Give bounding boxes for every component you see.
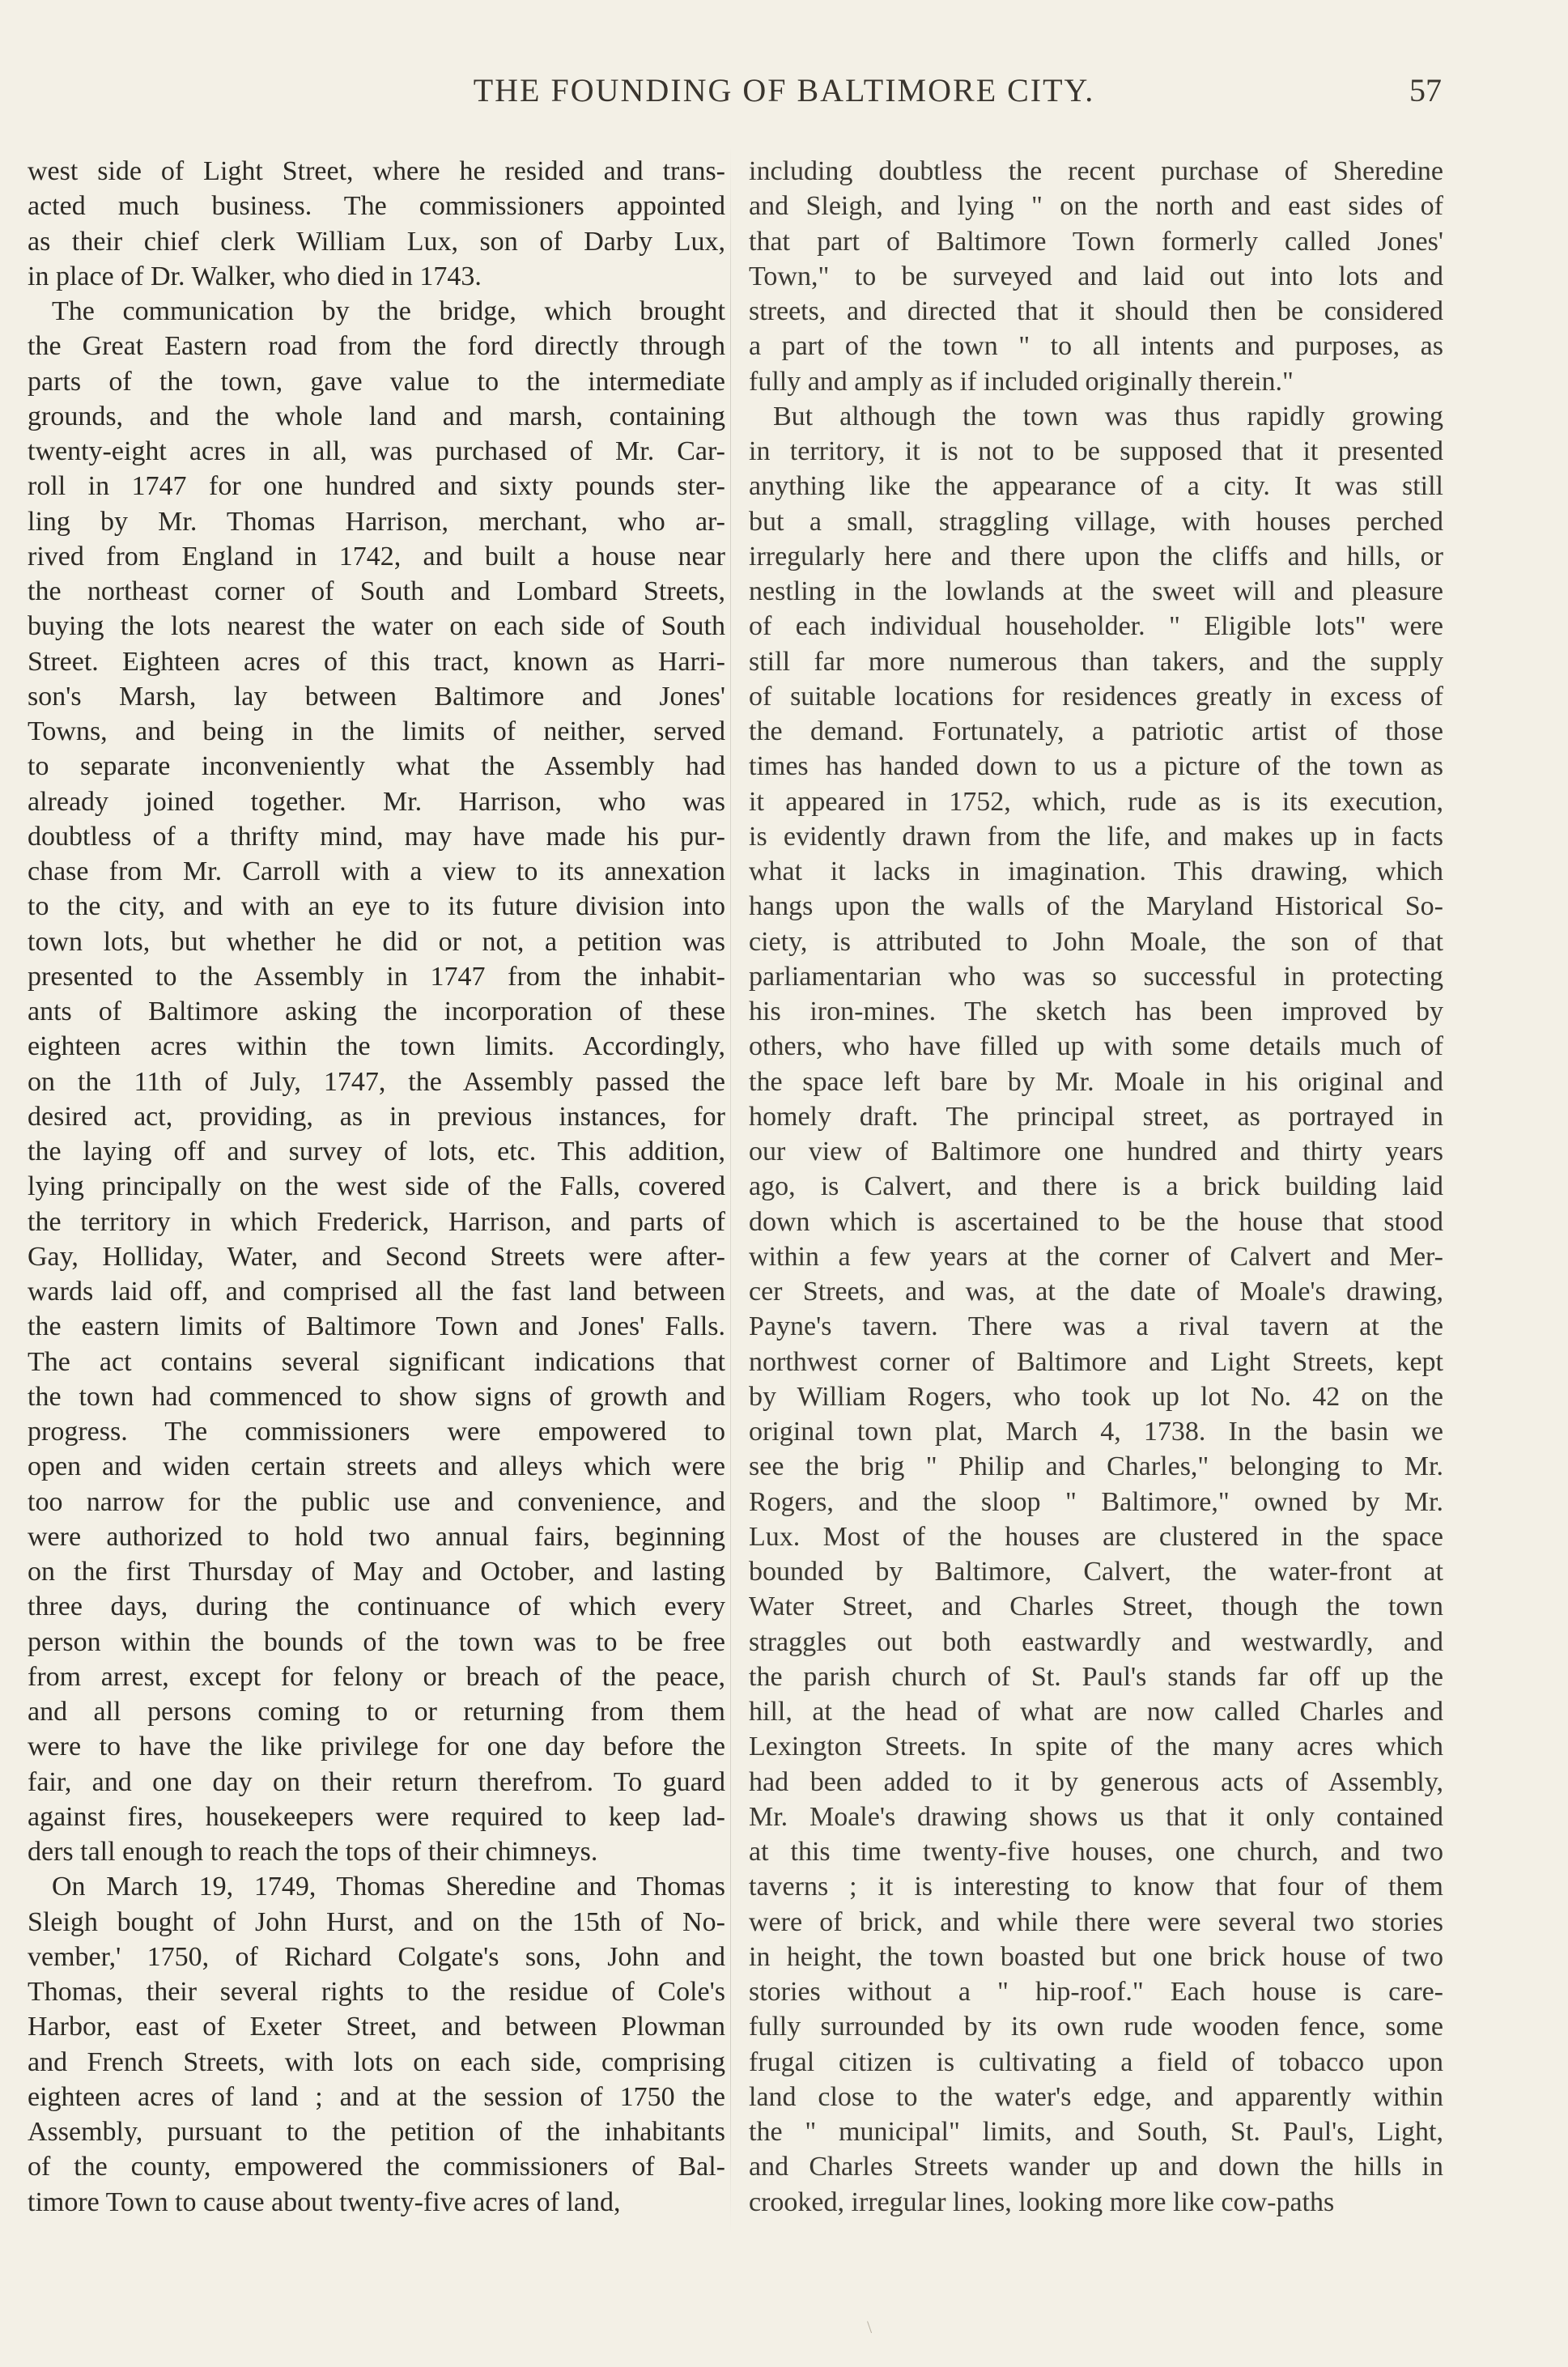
text-line: from arrest, except for felony or breach of the peace,	[28, 1661, 725, 1692]
text-line: irregularly here and there upon the cliffs and hills, or	[749, 541, 1443, 572]
text-line: progress. The commissioners were empowered to	[28, 1417, 725, 1447]
text-line: to the city, and with an eye to its future division into	[28, 891, 725, 922]
text-line: parliamentarian who was so successful in protecting	[749, 961, 1443, 992]
text-line: straggles out both eastwardly and westwardly, and	[749, 1626, 1443, 1657]
text-line: of suitable locations for residences greatly in excess of	[749, 681, 1443, 712]
stray-mark: \	[867, 2317, 873, 2337]
text-line: person within the bounds of the town was to be free	[28, 1626, 725, 1657]
text-line: taverns ; it is interesting to know that four of them	[749, 1872, 1443, 1902]
text-line: ciety, is attributed to John Moale, the son of that	[749, 926, 1443, 957]
text-line: open and widen certain streets and alleys which were	[28, 1451, 725, 1482]
text-line: see the brig " Philip and Charles," belonging to Mr.	[749, 1451, 1443, 1482]
text-line: eighteen acres of land ; and at the session of 1750 the	[28, 2081, 725, 2112]
text-line: it appeared in 1752, which, rude as is its execution,	[749, 786, 1443, 817]
text-line: but a small, straggling village, with houses perched	[749, 506, 1443, 537]
column-divider	[730, 146, 731, 2234]
text-line: Gay, Holliday, Water, and Second Streets were after-	[28, 1241, 725, 1272]
text-line: ago, is Calvert, and there is a brick building laid	[749, 1171, 1443, 1202]
text-line: including doubtless the recent purchase of Sheredine	[749, 156, 1443, 186]
right-text-column	[749, 154, 1443, 2220]
text-line: others, who have filled up with some details much of	[749, 1031, 1443, 1062]
text-line: northwest corner of Baltimore and Light Streets, kept	[749, 1346, 1443, 1377]
text-line: the town had commenced to show signs of growth and	[28, 1381, 725, 1412]
text-line: streets, and directed that it should then be considered	[749, 296, 1443, 326]
text-line: bounded by Baltimore, Calvert, the water-front at	[749, 1557, 1443, 1587]
text-line: The communication by the bridge, which brought	[52, 296, 725, 326]
text-line: to separate inconveniently what the Assembly had	[28, 751, 725, 782]
text-line: by William Rogers, who took up lot No. 42 on the	[749, 1381, 1443, 1412]
text-line: Lexington Streets. In spite of the many acres which	[749, 1732, 1443, 1762]
text-line: acted much business. The commissioners appointed	[28, 191, 725, 222]
text-line: Street. Eighteen acres of this tract, known as Harri-	[28, 646, 725, 677]
text-line: on the 11th of July, 1747, the Assembly passed the	[28, 1066, 725, 1097]
text-line: the northeast corner of South and Lombard Streets,	[28, 576, 725, 606]
text-line: west side of Light Street, where he resided and trans-	[28, 156, 725, 186]
text-line: had been added to it by generous acts of Assembly,	[749, 1766, 1443, 1797]
text-line: desired act, providing, as in previous instances, for	[28, 1101, 725, 1132]
text-line: is evidently drawn from the life, and makes up in facts	[749, 821, 1443, 852]
text-line: the space left bare by Mr. Moale in his original and	[749, 1066, 1443, 1097]
text-line: the parish church of St. Paul's stands far off up the	[749, 1661, 1443, 1692]
text-line: Sleigh bought of John Hurst, and on the 15th of No-	[28, 1906, 725, 1937]
text-line: the laying off and survey of lots, etc. This addition,	[28, 1137, 725, 1167]
text-line: parts of the town, gave value to the intermediate	[28, 366, 725, 397]
text-line: wards laid off, and comprised all the fast land between	[28, 1277, 725, 1307]
running-title: THE FOUNDING OF BALTIMORE CITY.	[473, 72, 1095, 108]
left-text-column	[28, 154, 725, 2220]
text-line: the Great Eastern road from the ford directly through	[28, 331, 725, 362]
text-line: doubtless of a thrifty mind, may have made his pur-	[28, 821, 725, 852]
text-line: of each individual householder. " Eligible lots" were	[749, 611, 1443, 642]
text-line: ling by Mr. Thomas Harrison, merchant, who ar-	[28, 506, 725, 537]
text-line: the demand. Fortunately, a patriotic artist of those	[749, 716, 1443, 746]
text-line: town lots, but whether he did or not, a petition was	[28, 926, 725, 957]
running-head	[0, 71, 1568, 120]
text-line: against fires, housekeepers were required to keep lad-	[28, 1801, 725, 1832]
text-line: stories without a " hip-roof." Each house is care-	[749, 1977, 1443, 2007]
text-line: Water Street, and Charles Street, though the town	[749, 1591, 1443, 1622]
text-line: that part of Baltimore Town formerly called Jones'	[749, 226, 1443, 257]
text-line: Town," to be surveyed and laid out into lots and	[749, 261, 1443, 291]
text-line: presented to the Assembly in 1747 from the inhabit-	[28, 961, 725, 992]
text-line: within a few years at the corner of Calvert and Mer-	[749, 1241, 1443, 1272]
text-line: Thomas, their several rights to the residue of Cole's	[28, 1977, 725, 2007]
text-line: our view of Baltimore one hundred and thirty years	[749, 1137, 1443, 1167]
text-line: ants of Baltimore asking the incorporation of these	[28, 997, 725, 1026]
text-line: son's Marsh, lay between Baltimore and Jones'	[28, 681, 725, 712]
text-line: were authorized to hold two annual fairs, beginning	[28, 1521, 725, 1552]
text-line: eighteen acres within the town limits. Accordingly,	[28, 1031, 725, 1062]
text-line: on the first Thursday of May and October, and lasting	[28, 1557, 725, 1587]
text-line: and French Streets, with lots on each side, comprising	[28, 2046, 725, 2077]
text-line: and Charles Streets wander up and down the hills in	[749, 2152, 1443, 2182]
text-line: down which is ascertained to be the house that stood	[749, 1206, 1443, 1237]
text-line: of the county, empowered the commissioners of Bal-	[28, 2152, 725, 2182]
text-line: in place of Dr. Walker, who died in 1743.	[28, 261, 482, 291]
text-line: Towns, and being in the limits of neither, served	[28, 716, 725, 746]
text-line: Lux. Most of the houses are clustered in the space	[749, 1521, 1443, 1552]
text-line: The act contains several significant indications that	[28, 1346, 725, 1377]
text-line: Payne's tavern. There was a rival tavern at the	[749, 1311, 1443, 1342]
text-line: ders tall enough to reach the tops of their chimneys.	[28, 1837, 598, 1867]
text-line: nestling in the lowlands at the sweet will and pleasure	[749, 576, 1443, 606]
text-line: three days, during the continuance of which every	[28, 1591, 725, 1622]
text-line: the eastern limits of Baltimore Town and Jones' Falls.	[28, 1311, 725, 1342]
text-line: hangs upon the walls of the Maryland Historical So-	[749, 891, 1443, 922]
text-line: hill, at the head of what are now called Charles and	[749, 1697, 1443, 1727]
text-line: times has handed down to us a picture of the town as	[749, 751, 1443, 782]
text-line: in height, the town boasted but one brick house of two	[749, 1941, 1443, 1972]
text-line: buying the lots nearest the water on each side of South	[28, 611, 725, 642]
text-line: homely draft. The principal street, as portrayed in	[749, 1101, 1443, 1132]
text-line: the territory in which Frederick, Harrison, and parts of	[28, 1206, 725, 1237]
text-line: chase from Mr. Carroll with a view to its annexation	[28, 856, 725, 886]
text-line: what it lacks in imagination. This drawing, which	[749, 856, 1443, 886]
page-number: 57	[1409, 72, 1442, 108]
text-line: anything like the appearance of a city. It was still	[749, 471, 1443, 502]
text-line: too narrow for the public use and convenience, and	[28, 1486, 725, 1517]
text-line: Rogers, and the sloop " Baltimore," owned by Mr.	[749, 1486, 1443, 1517]
text-line: already joined together. Mr. Harrison, who was	[28, 786, 725, 817]
text-line: the " municipal" limits, and South, St. Paul's, Light,	[749, 2117, 1443, 2147]
text-line: were of brick, and while there were several two stories	[749, 1906, 1443, 1937]
text-line: were to have the like privilege for one day before the	[28, 1732, 725, 1762]
text-line: land close to the water's edge, and apparently within	[749, 2081, 1443, 2112]
text-line: timore Town to cause about twenty-five acres of land,	[28, 2186, 621, 2217]
text-line: cer Streets, and was, at the date of Moale's drawing,	[749, 1277, 1443, 1307]
text-line: Assembly, pursuant to the petition of the inhabitants	[28, 2117, 725, 2147]
text-line: Mr. Moale's drawing shows us that it only contained	[749, 1801, 1443, 1832]
text-line: as their chief clerk William Lux, son of Darby Lux,	[28, 226, 725, 257]
text-line: vember,' 1750, of Richard Colgate's sons, John and	[28, 1941, 725, 1972]
text-line: and Sleigh, and lying " on the north and east sides of	[749, 191, 1443, 222]
text-line: crooked, irregular lines, looking more like cow-paths	[749, 2186, 1335, 2217]
text-line: frugal citizen is cultivating a field of tobacco upon	[749, 2046, 1443, 2077]
text-line: his iron-mines. The sketch has been improved by	[749, 997, 1443, 1026]
text-line: But although the town was thus rapidly growing	[773, 401, 1443, 431]
text-line: in territory, it is not to be supposed that it presented	[749, 436, 1443, 466]
text-line: at this time twenty-five houses, one church, and two	[749, 1837, 1443, 1867]
text-line: still far more numerous than takers, and the supply	[749, 646, 1443, 677]
text-line: a part of the town " to all intents and purposes, as	[749, 331, 1443, 362]
text-line: original town plat, March 4, 1738. In the basin we	[749, 1417, 1443, 1447]
text-line: lying principally on the west side of the Falls, covered	[28, 1171, 725, 1202]
text-line: fully surrounded by its own rude wooden fence, some	[749, 2012, 1443, 2042]
text-line: fair, and one day on their return therefrom. To guard	[28, 1766, 725, 1797]
text-line: rived from England in 1742, and built a house near	[28, 541, 725, 572]
text-line: twenty-eight acres in all, was purchased of Mr. Car-	[28, 436, 725, 466]
text-line: grounds, and the whole land and marsh, containing	[28, 401, 725, 431]
text-line: On March 19, 1749, Thomas Sheredine and Thomas	[52, 1872, 725, 1902]
text-line: roll in 1747 for one hundred and sixty pounds ster-	[28, 471, 725, 502]
text-line: and all persons coming to or returning from them	[28, 1697, 725, 1727]
text-line: fully and amply as if included originally therein."	[749, 366, 1294, 397]
text-line: Harbor, east of Exeter Street, and between Plowman	[28, 2012, 725, 2042]
